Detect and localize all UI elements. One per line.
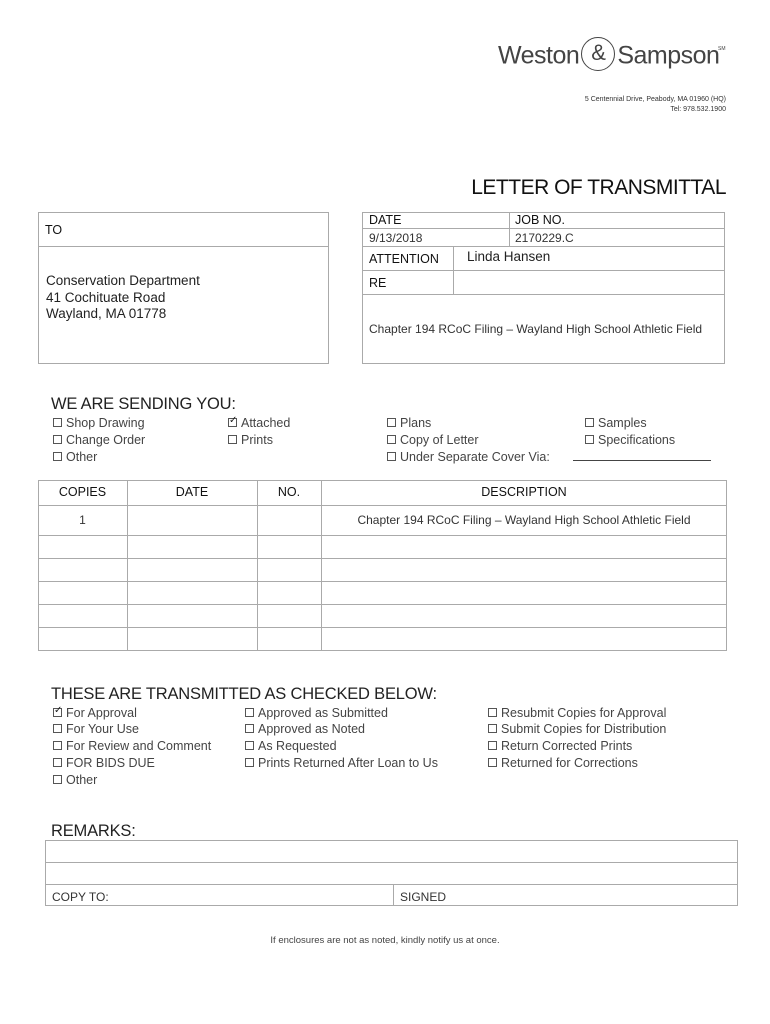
company-address: 5 Centennial Drive, Peabody, MA 01960 (HQ) <box>584 96 726 103</box>
table-header-divider <box>38 505 727 506</box>
option-for-approval[interactable]: ✓For Approval <box>53 706 137 720</box>
job-value: 2170229.C <box>515 231 574 245</box>
table-col-divider <box>257 480 258 651</box>
checkbox-icon[interactable] <box>245 758 254 767</box>
checkbox-icon[interactable] <box>245 708 254 717</box>
checkbox-icon[interactable] <box>488 724 497 733</box>
logo-ampersand: & <box>581 37 615 71</box>
remarks-box[interactable] <box>45 840 738 906</box>
checkbox-icon[interactable] <box>585 435 594 444</box>
checkbox-icon[interactable] <box>53 724 62 733</box>
option-return-corrected-prints[interactable]: Return Corrected Prints <box>488 739 632 753</box>
to-address-line2: 41 Cochituate Road <box>46 289 166 305</box>
separate-cover-blank-line[interactable] <box>573 460 711 461</box>
table-row-divider <box>38 535 727 536</box>
option-as-requested[interactable]: As Requested <box>245 739 337 753</box>
checkbox-icon[interactable] <box>585 418 594 427</box>
copy-signed-divider <box>393 884 394 906</box>
option-specifications[interactable]: Specifications <box>585 433 675 447</box>
logo-word-left: Weston <box>498 41 580 70</box>
checkbox-icon[interactable] <box>488 741 497 750</box>
col-header-no: NO. <box>277 485 301 499</box>
checkbox-icon[interactable] <box>387 452 396 461</box>
option-transmitted-other[interactable]: Other <box>53 773 97 787</box>
checkbox-icon[interactable] <box>53 418 62 427</box>
to-address <box>46 273 200 323</box>
service-mark: SM <box>718 46 726 52</box>
remarks-divider <box>45 862 738 863</box>
remarks-divider <box>45 884 738 885</box>
row1-copies: 1 <box>79 513 86 527</box>
checkbox-icon[interactable] <box>53 452 62 461</box>
col-header-date: DATE <box>175 485 209 499</box>
option-copy-of-letter[interactable]: Copy of Letter <box>387 433 479 447</box>
job-label: JOB NO. <box>515 213 566 227</box>
date-label: DATE <box>369 213 402 227</box>
signed-label: SIGNED <box>400 890 447 904</box>
table-row-divider <box>38 604 727 605</box>
checkbox-icon[interactable] <box>245 741 254 750</box>
info-divider-1 <box>362 228 725 229</box>
company-phone: Tel: 978.532.1900 <box>670 106 726 113</box>
option-attached[interactable]: ✓Attached <box>228 416 290 430</box>
option-prints-returned[interactable]: Prints Returned After Loan to Us <box>245 756 438 770</box>
option-submit-copies[interactable]: Submit Copies for Distribution <box>488 722 666 736</box>
table-row-divider <box>38 558 727 559</box>
footer-note: If enclosures are not as noted, kindly notify us at once. <box>270 935 500 946</box>
checkbox-icon[interactable] <box>245 724 254 733</box>
remarks-heading: REMARKS: <box>51 822 136 840</box>
option-shop-drawing[interactable]: Shop Drawing <box>53 416 145 430</box>
to-address-line3: Wayland, MA 01778 <box>46 306 167 321</box>
option-resubmit-copies[interactable]: Resubmit Copies for Approval <box>488 706 666 720</box>
option-other[interactable]: Other <box>53 450 97 464</box>
checkbox-icon[interactable] <box>53 741 62 750</box>
table-col-divider <box>127 480 128 651</box>
option-plans[interactable]: Plans <box>387 416 431 430</box>
option-for-bids-due[interactable]: FOR BIDS DUE <box>53 756 155 770</box>
col-header-description: DESCRIPTION <box>481 485 567 499</box>
to-divider <box>38 246 329 247</box>
info-vdivider-1 <box>509 212 510 246</box>
sending-heading: WE ARE SENDING YOU: <box>51 395 236 413</box>
table-col-divider <box>321 480 322 651</box>
option-approved-as-submitted[interactable]: Approved as Submitted <box>245 706 388 720</box>
info-divider-4 <box>362 294 725 295</box>
checkbox-icon[interactable] <box>387 418 396 427</box>
option-samples[interactable]: Samples <box>585 416 647 430</box>
checkbox-icon[interactable] <box>387 435 396 444</box>
attention-value: Linda Hansen <box>467 249 551 264</box>
info-divider-3 <box>362 270 725 271</box>
checkbox-icon[interactable] <box>53 775 62 784</box>
document-title: LETTER OF TRANSMITTAL <box>471 176 726 199</box>
transmitted-heading: THESE ARE TRANSMITTED AS CHECKED BELOW: <box>51 685 437 703</box>
checkbox-icon[interactable] <box>228 435 237 444</box>
checkbox-icon[interactable] <box>53 435 62 444</box>
info-divider-2 <box>362 246 725 247</box>
table-row-divider <box>38 581 727 582</box>
checked-checkbox-icon[interactable] <box>53 708 62 717</box>
table-row-divider <box>38 627 727 628</box>
checkbox-icon[interactable] <box>53 758 62 767</box>
option-under-separate-cover[interactable]: Under Separate Cover Via: <box>387 450 550 464</box>
option-approved-as-noted[interactable]: Approved as Noted <box>245 722 365 736</box>
logo-word-right: Sampson <box>617 41 720 70</box>
re-label: RE <box>369 276 387 290</box>
info-vdivider-2 <box>453 246 454 294</box>
attention-label: ATTENTION <box>369 252 439 266</box>
to-address-line1: Conservation Department <box>46 273 200 288</box>
checkbox-icon[interactable] <box>488 708 497 717</box>
row1-description: Chapter 194 RCoC Filing – Wayland High School Athletic Field <box>357 513 691 527</box>
to-label: TO <box>45 223 63 237</box>
copy-to-label: COPY TO: <box>52 890 109 904</box>
option-prints[interactable]: Prints <box>228 433 273 447</box>
option-for-your-use[interactable]: For Your Use <box>53 722 139 736</box>
col-header-copies: COPIES <box>58 485 107 499</box>
option-change-order[interactable]: Change Order <box>53 433 145 447</box>
checkbox-icon[interactable] <box>488 758 497 767</box>
option-for-review-and-comment[interactable]: For Review and Comment <box>53 739 211 753</box>
option-returned-for-corrections[interactable]: Returned for Corrections <box>488 756 638 770</box>
re-value: Chapter 194 RCoC Filing – Wayland High School Athletic Field <box>369 322 703 336</box>
company-logo <box>498 40 719 74</box>
date-value: 9/13/2018 <box>369 231 423 245</box>
checked-checkbox-icon[interactable] <box>228 418 237 427</box>
